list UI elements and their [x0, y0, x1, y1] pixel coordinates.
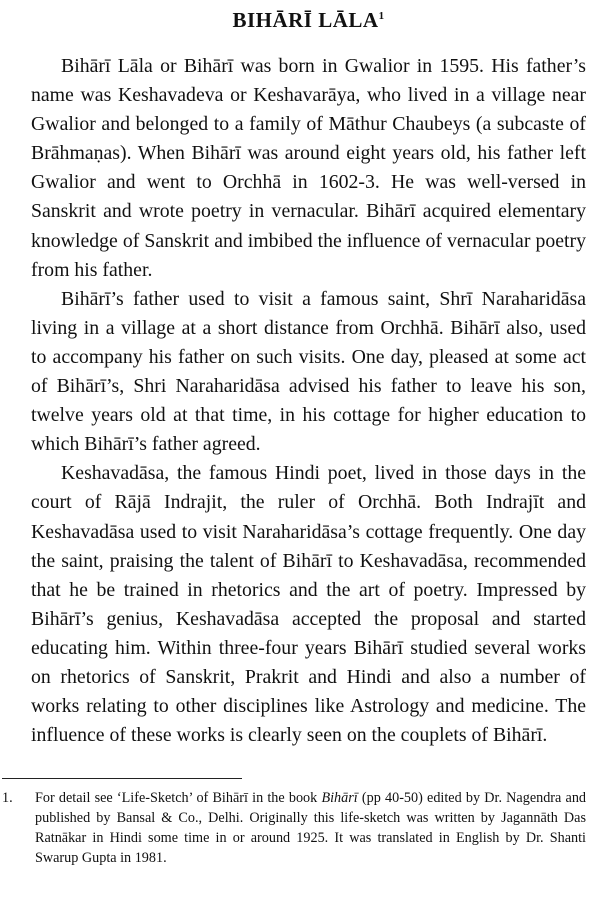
chapter-title [31, 0, 586, 45]
footnote-book-title: Bihārī [321, 790, 358, 807]
footnote [2, 788, 586, 868]
footnote-number: 1. [2, 790, 13, 807]
footnote-reference-marker: 1 [378, 10, 385, 22]
body-paragraph: Bihārī Lāla or Bihārī was born in Gwalior in 1595. His father’s name was Keshavadeva or Keshavarāya, who lived in a village near Gwalior and belonged to a family of Māthur Chaubeys (a subcaste of Brāhmaṇas). When Bihārī was around eight years old, his father left Gwalior and went to Orchhā in 1602-3. He was well-versed in Sanskrit and wrote poetry in vernacular. Bihārī acquired elementary knowledge of Sanskrit and imbibed the influence of vernacular poetry from his father. [31, 55, 586, 281]
footnote-divider [2, 778, 242, 779]
body-text [31, 52, 586, 750]
body-paragraph: Bihārī’s father used to visit a famous saint, Shrī Naraharidāsa living in a village at a short distance from Orchhā. Bihārī also, used to accompany his father on such visits. One day, pleased at some act of Bihārī’s, Shri Naraharidāsa advised his father to leave his son, twelve years old at that time, in his cottage for higher education to which Bihārī’s father agreed. [31, 287, 586, 456]
footnote-text-start: For detail see ‘Life-Sketch’ of Bihārī in the book [35, 790, 322, 807]
chapter-title-text: BIHĀRĪ LĀLA [232, 8, 379, 32]
body-paragraph: Keshavadāsa, the famous Hindi poet, lived in those days in the court of Rājā Indrajit, the ruler of Orchhā. Both Indrajīt and Keshavadāsa used to visit Naraharidāsa’s cottage frequently. One day the saint, praising the talent of Bihārī to Keshavadāsa, recommended that he be trained in rhetorics and the art of poetry. Impressed by Bihārī’s genius, Keshavadāsa accepted the proposal and started educating him. Within three-four years Bihārī studied several works on rhetorics of Sanskrit, Prakrit and Hindi and also a number of works relating to other disciplines like Astrology and medicine. The influence of these works is clearly seen on the couplets of Bihārī. [31, 462, 586, 747]
footnote-text-end: (pp 40-50) edited by Dr. Nagendra and published by Bansal & Co., Delhi. Originally this life-sketch was written by Jagannāth Das Ratnākar in Hindi some time in or around 1925. It was translated in English by Dr. Shanti Swarup Gupta in 1981. [35, 790, 587, 867]
